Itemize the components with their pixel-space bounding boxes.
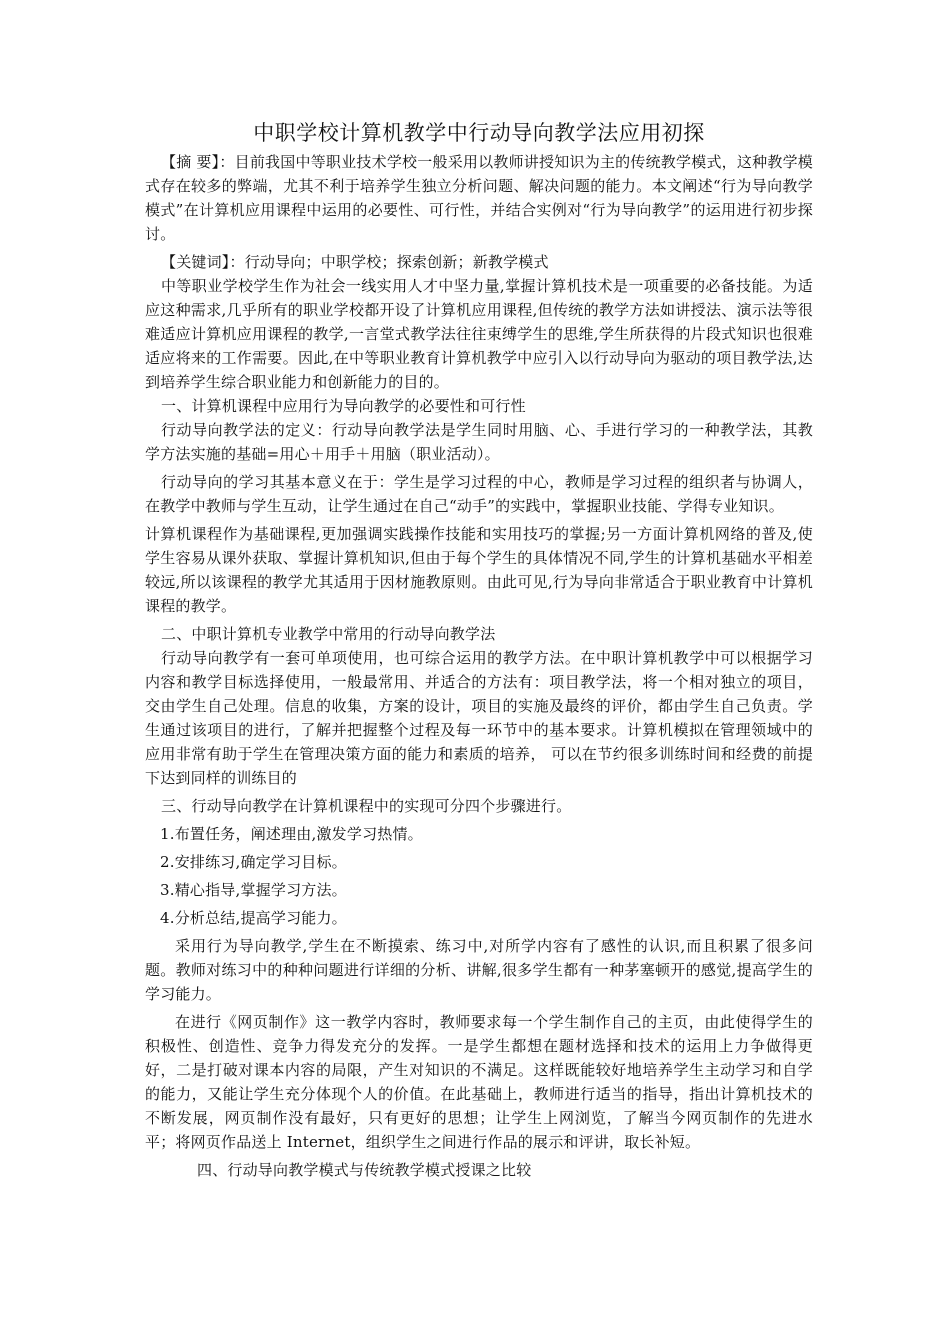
section-heading-3: 三、行动导向教学在计算机课程中的实现可分四个步骤进行。 [161, 797, 572, 815]
definition-paragraph: 行动导向教学法的定义：行动导向教学法是学生同时用脑、心、手进行学习的一种教学法，其教学方法实施的基础=用心＋用手＋用脑（职业活动）。 [145, 421, 813, 463]
basic-course-paragraph: 计算机课程作为基础课程,更加强调实践操作技能和实用技巧的掌握;另一方面计算机网络的普及,使学生容易从课外获取、掌握计算机知识,但由于每个学生的具体情况不同,学生的计算机基础水平相差较远,所以该课程的教学尤其适用于因材施教原则。由此可见,行为导向非常适合于职业教育中计算机课程的教学。 [145, 525, 813, 615]
list-item: 3.精心指导,掌握学习方法。 [160, 881, 347, 899]
abstract-paragraph: 【摘 要】：目前我国中等职业技术学校一般采用以教师讲授知识为主的传统教学模式，这种教学模式存在较多的弊端，尤其不利于培养学生独立分析问题、解决问题的能力。本文阐述“行为导向教学模式”在计算机应用课程中运用的必要性、可行性，并结合实例对“行为导向教学”的运用进行初步探讨。 [145, 153, 813, 243]
meaning-paragraph: 行动导向的学习其基本意义在于：学生是学习过程的中心，教师是学习过程的组织者与协调人，在教学中教师与学生互动，让学生通过在自己“动手”的实践中，掌握职业技能、学得专业知识。 [145, 473, 813, 515]
keywords-paragraph: 【关键词】：行动导向；中职学校；探索创新；新教学模式 [161, 253, 549, 271]
list-item: 4.分析总结,提高学习能力。 [160, 909, 347, 927]
document-page [145, 118, 813, 1182]
section-heading-2: 二、中职计算机专业教学中常用的行动导向教学法 [161, 625, 496, 643]
list-item: 1.布置任务，阐述理由,激发学习热情。 [160, 825, 423, 843]
intro-paragraph: 中等职业学校学生作为社会一线实用人才中坚力量,掌握计算机技术是一项重要的必备技能。为适应这种需求,几乎所有的职业学校都开设了计算机应用课程,但传统的教学方法如讲授法、演示法等很难适应计算机应用课程的教学,一言堂式教学法往往束缚学生的思维,学生所获得的片段式知识也很难适应将来的工作需要。因此,在中等职业教育计算机教学中应引入以行动导向为驱动的项目教学法,达到培养学生综合职业能力和创新能力的目的。 [145, 277, 813, 391]
document-title: 中职学校计算机教学中行动导向教学法应用初探 [253, 121, 705, 145]
methods-paragraph: 行动导向教学有一套可单项使用，也可综合运用的教学方法。在中职计算机教学中可以根据学习内容和教学目标选择使用，一般最常用、并适合的方法有：项目教学法，将一个相对独立的项目，交由学生自己处理。信息的收集，方案的设计，项目的实施及最终的评价，都由学生自己负责。学生通过该项目的进行，了解并把握整个过程及每一环节中的基本要求。计算机模拟在管理领域中的应用非常有助于学生在管理决策方面的能力和素质的培养， 可以在节约很多训练时间和经费的前提下达到同样的训练目的 [145, 649, 813, 787]
example-paragraph: 在进行《网页制作》这一教学内容时，教师要求每一个学生制作自己的主页，由此使得学生的积极性、创造性、竞争力得发充分的发挥。一是学生都想在题材选择和技术的运用上力争做得更好，二是打破对课本内容的局限，产生对知识的不满足。这样既能较好地培养学生主动学习和自学的能力，又能让学生充分体现个人的价值。在此基础上，教师进行适当的指导，指出计算机技术的不断发展，网页制作没有最好，只有更好的思想；让学生上网浏览，了解当今网页制作的先进水平；将网页作品送上 Internet，组织学生之间进行作品的展示和评讲，取长补短。 [145, 1013, 813, 1151]
application-paragraph: 采用行为导向教学,学生在不断摸索、练习中,对所学内容有了感性的认识,而且积累了很多问题。教师对练习中的种种问题进行详细的分析、讲解,很多学生都有一种茅塞顿开的感觉,提高学生的学习能力。 [145, 937, 813, 1003]
section-heading-1: 一、计算机课程中应用行为导向教学的必要性和可行性 [161, 397, 526, 415]
list-item: 2.安排练习,确定学习目标。 [160, 853, 347, 871]
section-heading-4: 四、行动导向教学模式与传统教学模式授课之比较 [197, 1161, 532, 1179]
